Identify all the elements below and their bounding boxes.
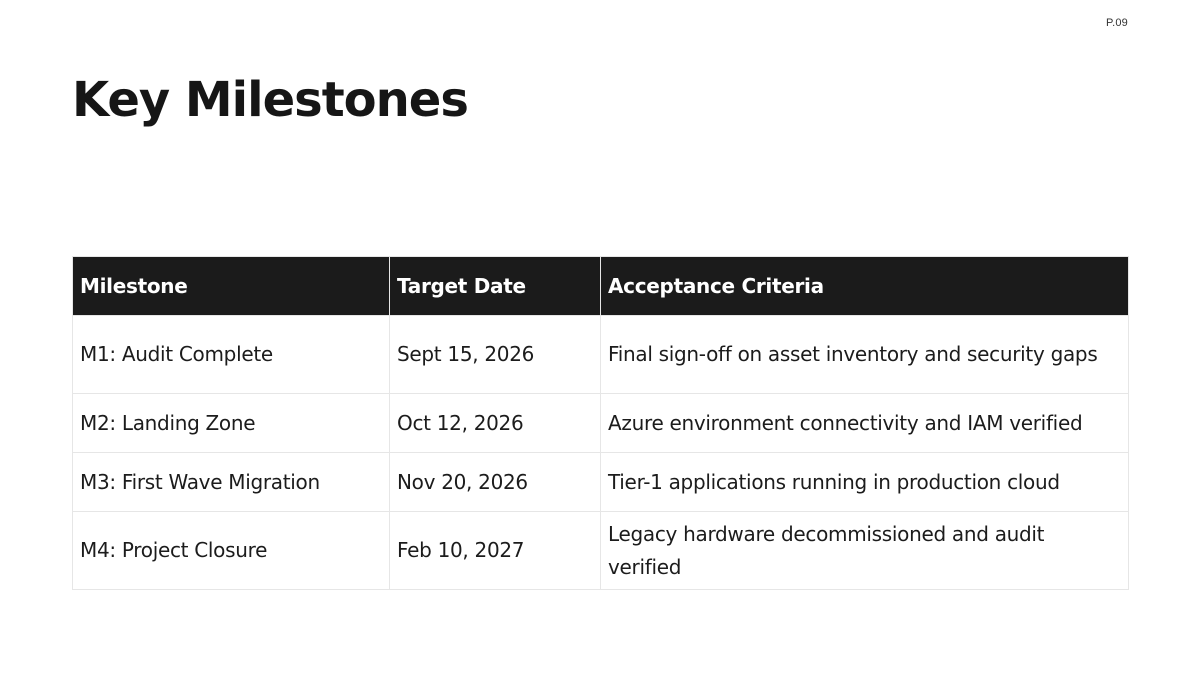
table-row — [73, 453, 1129, 512]
page-title: Key Milestones — [72, 72, 468, 128]
milestone-cell: M2: Landing Zone — [73, 394, 390, 453]
milestone-cell: M3: First Wave Migration — [73, 453, 390, 512]
target-date-cell: Feb 10, 2027 — [390, 512, 601, 590]
column-header-acceptance-criteria: Acceptance Criteria — [601, 257, 1129, 316]
target-date-cell: Oct 12, 2026 — [390, 394, 601, 453]
table-row — [73, 316, 1129, 394]
acceptance-criteria-cell: Legacy hardware decommissioned and audit verified — [601, 512, 1129, 590]
table-row — [73, 512, 1129, 590]
table-header-row — [73, 257, 1129, 316]
milestone-cell: M1: Audit Complete — [73, 316, 390, 394]
milestone-cell: M4: Project Closure — [73, 512, 390, 590]
acceptance-criteria-cell: Tier-1 applications running in production cloud — [601, 453, 1129, 512]
table-row — [73, 394, 1129, 453]
column-header-milestone: Milestone — [73, 257, 390, 316]
target-date-cell: Nov 20, 2026 — [390, 453, 601, 512]
page-number: P.09 — [1105, 17, 1128, 29]
acceptance-criteria-cell: Final sign-off on asset inventory and security gaps — [601, 316, 1129, 394]
milestones-table — [72, 256, 1129, 590]
target-date-cell: Sept 15, 2026 — [390, 316, 601, 394]
acceptance-criteria-cell: Azure environment connectivity and IAM verified — [601, 394, 1129, 453]
column-header-target-date: Target Date — [390, 257, 601, 316]
